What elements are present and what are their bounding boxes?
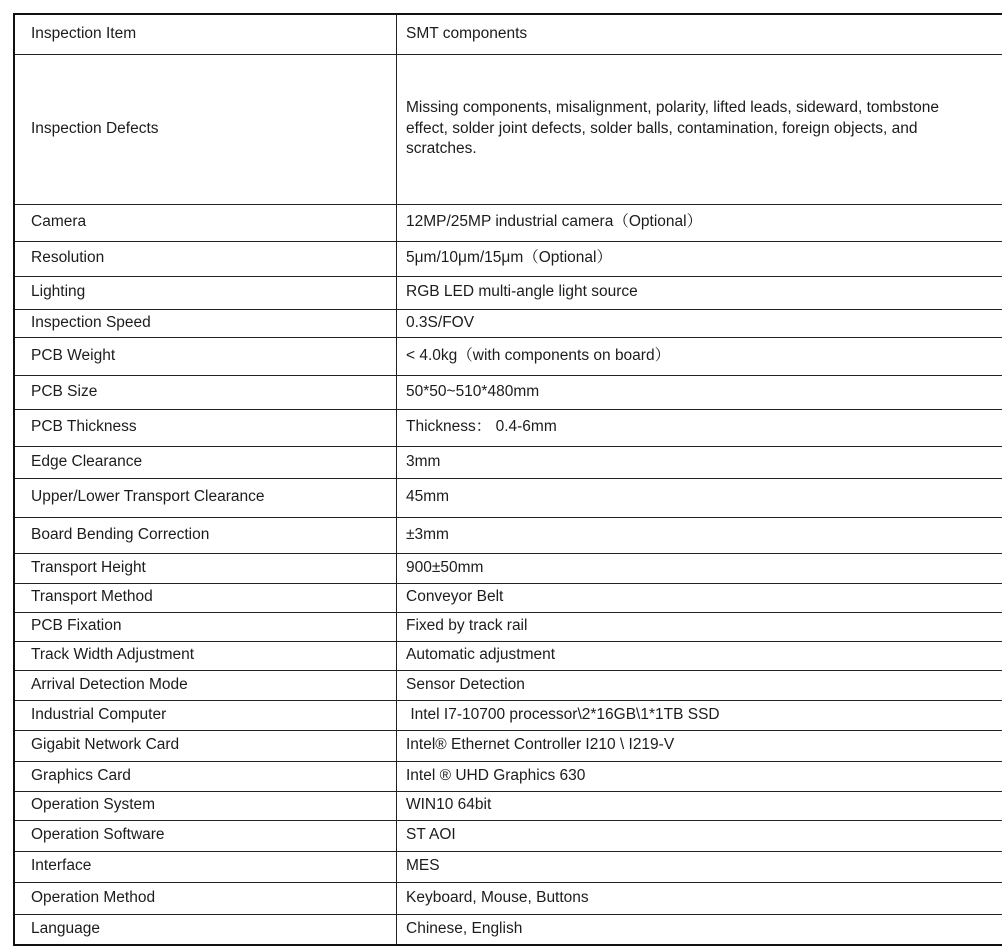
table-row (14, 914, 1002, 945)
spec-value: 900±50mm (397, 553, 1002, 583)
table-row (14, 641, 1002, 670)
spec-label: PCB Weight (14, 337, 397, 375)
spec-value: < 4.0kg（with components on board） (397, 337, 1002, 375)
table-row (14, 517, 1002, 553)
spec-value: MES (397, 851, 1002, 882)
spec-label: Industrial Computer (14, 700, 397, 730)
spec-value: Chinese, English (397, 914, 1002, 945)
spec-label: Operation Software (14, 820, 397, 851)
spec-label: Gigabit Network Card (14, 730, 397, 761)
table-row (14, 851, 1002, 882)
table-row (14, 478, 1002, 517)
spec-value: 5μm/10μm/15μm（Optional） (397, 241, 1002, 276)
table-row (14, 553, 1002, 583)
table-row (14, 375, 1002, 409)
spec-label: Language (14, 914, 397, 945)
spec-label: Resolution (14, 241, 397, 276)
spec-value-text: Missing components, misalignment, polarity, lifted leads, sideward, tombstone effect, solder joint defects, solder balls, contamination, foreign objects, and scratches. (406, 98, 968, 159)
table-row (14, 204, 1002, 241)
spec-label: Transport Height (14, 553, 397, 583)
spec-label: Inspection Speed (14, 309, 397, 337)
spec-label: Board Bending Correction (14, 517, 397, 553)
spec-label: Track Width Adjustment (14, 641, 397, 670)
spec-label: Edge Clearance (14, 446, 397, 478)
spec-label: Upper/Lower Transport Clearance (14, 478, 397, 517)
table-row (14, 761, 1002, 791)
spec-label: Arrival Detection Mode (14, 670, 397, 700)
spec-label: PCB Thickness (14, 409, 397, 446)
spec-label: Lighting (14, 276, 397, 309)
table-row (14, 820, 1002, 851)
table-row (14, 791, 1002, 820)
table-row (14, 14, 1002, 54)
table-row (14, 612, 1002, 641)
spec-value: Thickness： 0.4-6mm (397, 409, 1002, 446)
table-row (14, 882, 1002, 914)
spec-value: Intel® Ethernet Controller I210 \ I219-V (397, 730, 1002, 761)
spec-label: Transport Method (14, 583, 397, 612)
spec-value: RGB LED multi-angle light source (397, 276, 1002, 309)
spec-value: WIN10 64bit (397, 791, 1002, 820)
table-row (14, 730, 1002, 761)
spec-value: Intel I7-10700 processor\2*16GB\1*1TB SSD (397, 700, 1002, 730)
table-row (14, 583, 1002, 612)
spec-value: Keyboard, Mouse, Buttons (397, 882, 1002, 914)
spec-value: 12MP/25MP industrial camera（Optional） (397, 204, 1002, 241)
spec-label: Camera (14, 204, 397, 241)
table-row (14, 276, 1002, 309)
table-row (14, 700, 1002, 730)
spec-label: Operation Method (14, 882, 397, 914)
spec-value: 50*50~510*480mm (397, 375, 1002, 409)
spec-value: 0.3S/FOV (397, 309, 1002, 337)
spec-label: Graphics Card (14, 761, 397, 791)
table-row (14, 670, 1002, 700)
spec-label: PCB Size (14, 375, 397, 409)
spec-label: Operation System (14, 791, 397, 820)
spec-value: Conveyor Belt (397, 583, 1002, 612)
spec-value: ±3mm (397, 517, 1002, 553)
spec-value: Sensor Detection (397, 670, 1002, 700)
table-row (14, 241, 1002, 276)
spec-value: Automatic adjustment (397, 641, 1002, 670)
table-row (14, 446, 1002, 478)
spec-label: Inspection Item (14, 14, 397, 54)
spec-label: PCB Fixation (14, 612, 397, 641)
table-row (14, 54, 1002, 204)
spec-label: Interface (14, 851, 397, 882)
spec-value: SMT components (397, 14, 1002, 54)
spec-value: ST AOI (397, 820, 1002, 851)
table-row (14, 337, 1002, 375)
table-row (14, 309, 1002, 337)
spec-label: Inspection Defects (14, 54, 397, 204)
spec-value: 45mm (397, 478, 1002, 517)
spec-value: Fixed by track rail (397, 612, 1002, 641)
table-row (14, 409, 1002, 446)
spec-value: 3mm (397, 446, 1002, 478)
spec-value (397, 54, 1002, 204)
spec-value: Intel ® UHD Graphics 630 (397, 761, 1002, 791)
spec-table (13, 13, 1002, 946)
